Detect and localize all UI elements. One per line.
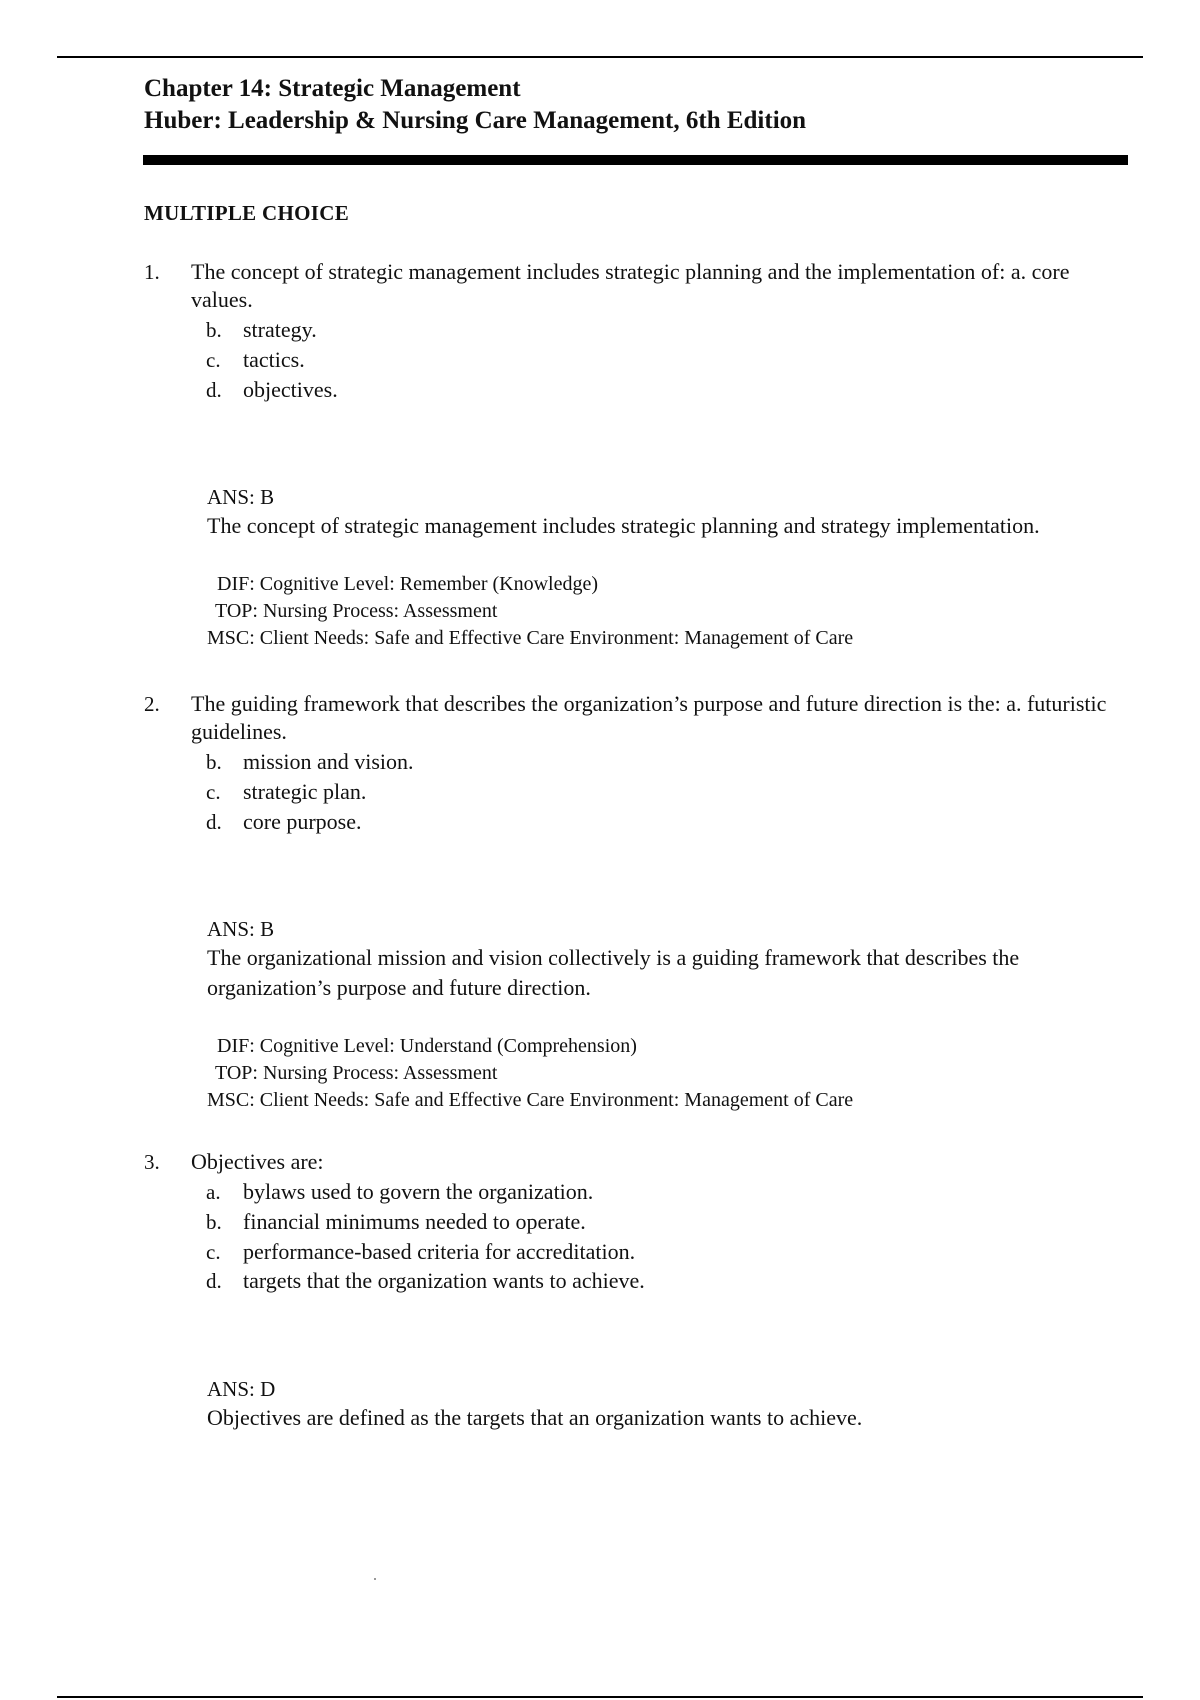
option-letter: d. bbox=[206, 810, 222, 834]
option-letter: b. bbox=[206, 750, 222, 774]
option-text: mission and vision. bbox=[243, 749, 414, 774]
stray-dot bbox=[374, 1578, 376, 1580]
answer-rationale: The organizational mission and vision collectively is a guiding framework that describes the organization’s purpose and future direction. bbox=[207, 945, 1020, 1000]
question-stem: Objectives are: bbox=[191, 1149, 324, 1174]
answer-key: ANS: D bbox=[207, 1377, 276, 1401]
question-number: 2. bbox=[144, 692, 160, 716]
option-text: targets that the organization wants to achieve. bbox=[243, 1268, 645, 1293]
answer-rationale: The concept of strategic management includes strategic planning and strategy implementation. bbox=[207, 513, 1040, 538]
option-letter: d. bbox=[206, 378, 222, 402]
question-stem: The guiding framework that describes the organization’s purpose and future direction is the: a. futuristic guidelines. bbox=[191, 691, 1107, 744]
top-rule bbox=[57, 56, 1143, 58]
answer-key: ANS: B bbox=[207, 917, 275, 941]
heading-bar bbox=[143, 155, 1128, 165]
question-number: 1. bbox=[144, 260, 160, 284]
bottom-rule bbox=[57, 1696, 1143, 1698]
difficulty-level: DIF: Cognitive Level: Understand (Comprehension) bbox=[217, 1035, 637, 1057]
option-text: bylaws used to govern the organization. bbox=[243, 1179, 594, 1204]
option-letter: b. bbox=[206, 1210, 222, 1234]
option-letter: d. bbox=[206, 1269, 222, 1293]
option-letter: a. bbox=[206, 1180, 221, 1204]
option-text: objectives. bbox=[243, 377, 338, 402]
difficulty-level: DIF: Cognitive Level: Remember (Knowledge) bbox=[217, 573, 599, 595]
option-text: performance-based criteria for accreditation. bbox=[243, 1239, 636, 1264]
answer-rationale: Objectives are defined as the targets that an organization wants to achieve. bbox=[207, 1405, 863, 1430]
question-number: 3. bbox=[144, 1150, 160, 1174]
chapter-title: Chapter 14: Strategic Management bbox=[144, 75, 521, 102]
topic: TOP: Nursing Process: Assessment bbox=[215, 600, 498, 622]
option-text: tactics. bbox=[243, 347, 305, 372]
book-title: Huber: Leadership & Nursing Care Management, 6th Edition bbox=[144, 107, 807, 134]
option-letter: b. bbox=[206, 318, 222, 342]
option-text: financial minimums needed to operate. bbox=[243, 1209, 586, 1234]
option-letter: c. bbox=[206, 348, 221, 372]
topic: TOP: Nursing Process: Assessment bbox=[215, 1062, 498, 1084]
client-needs: MSC: Client Needs: Safe and Effective Care Environment: Management of Care bbox=[207, 627, 854, 649]
option-text: strategic plan. bbox=[243, 779, 367, 804]
section-title: MULTIPLE CHOICE bbox=[144, 201, 350, 225]
option-text: core purpose. bbox=[243, 809, 362, 834]
question-stem: The concept of strategic management includes strategic planning and the implementation of: a. core values. bbox=[191, 259, 1070, 312]
option-letter: c. bbox=[206, 1240, 221, 1264]
option-text: strategy. bbox=[243, 317, 317, 342]
option-letter: c. bbox=[206, 780, 221, 804]
answer-key: ANS: B bbox=[207, 485, 275, 509]
client-needs: MSC: Client Needs: Safe and Effective Care Environment: Management of Care bbox=[207, 1089, 854, 1111]
